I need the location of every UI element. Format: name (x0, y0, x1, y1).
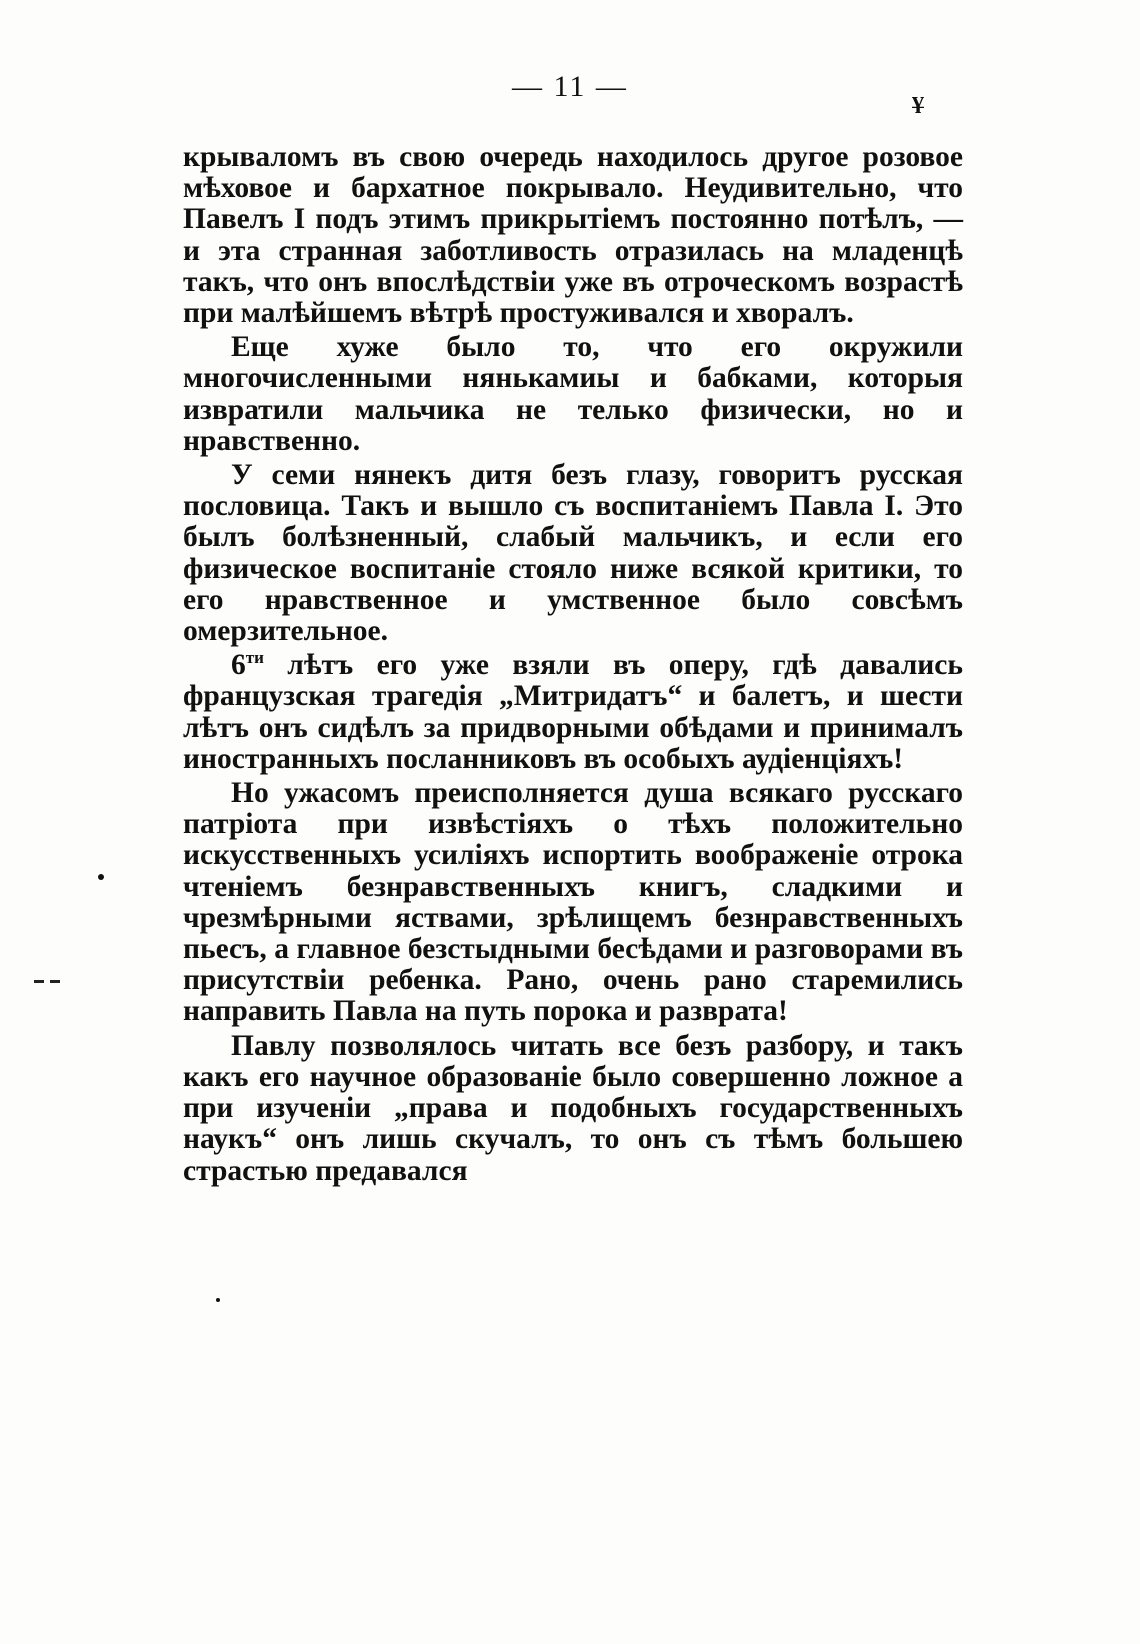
body-text (183, 142, 963, 1190)
paragraph (183, 142, 963, 329)
paragraph (183, 778, 963, 1028)
paragraph-text: У семи нянекъ дитя безъ глазу, говоритъ русская пословица. Такъ и вышло съ воспитаніемъ Павла I. Это былъ болѣзненный, слабый мальчикъ, и если его физическое воспитаніе стояло ниже всякой критики, то его нравственное и умственное было совсѣмъ омерзительное. (183, 459, 963, 648)
paragraph (183, 332, 963, 457)
paragraph-text: Еще хуже было то, что его окружили многочисленными нянькамиы и бабками, которыя извратили мальчика не телько физически, но и нравственно. (183, 331, 963, 457)
paragraph-text: лѣтъ его уже взяли въ оперу, гдѣ давались французская трагедія „Митридатъ“ и балетъ, и шести лѣтъ онъ сидѣлъ за придворными обѣдами и принималъ иностранныхъ посланниковъ въ особыхъ аудіенціяхъ! (183, 649, 963, 775)
paragraph-text: Но ужасомъ преисполняется душа всякаго русскаго патріота при извѣстіяхъ о тѣхъ положительно искусственныхъ усиліяхъ испортить воображеніе отрока чтеніемъ безнравственныхъ книгъ, сладкими и чрезмѣрными яствами, зрѣлищемъ безнравственныхъ пьесъ, а главное безстыдными бесѣдами и разговорами въ присутствіи ребенка. Рано, очень рано старемились направить Павла на путь порока и разврата! (183, 777, 963, 1028)
paragraph (183, 460, 963, 647)
stray-dot-mark (216, 1298, 220, 1302)
page-number: — 11 — (512, 70, 628, 103)
paragraph-lead-number: 6 (231, 649, 246, 682)
paragraph-lead-superscript: ти (245, 648, 264, 668)
paragraph (183, 1031, 963, 1187)
stray-dash-mark (34, 980, 44, 983)
stray-dash-mark (50, 980, 60, 983)
paragraph-text: Павлу позволялось читать все безъ разбору, и такъ какъ его научное образованіе было совершенно ложное а при изученіи „права и подобныхъ государственныхъ наукъ“ онъ лишь скучалъ, то онъ съ тѣмъ большею страстью предавался (183, 1029, 963, 1187)
corner-mark: ұ (912, 88, 924, 114)
paragraph (183, 650, 963, 775)
stray-dot-mark (98, 874, 104, 880)
paragraph-text: крываломъ въ свою очередь находилось другое розовое мѣховое и бархатное покрывало. Неудивительно, что Павелъ I подъ этимъ прикрытіемъ постоянно потѣлъ, — и эта странная заботливость отразилась на младенцѣ такъ, что онъ впослѣдствіи уже въ отроческомъ возрастѣ при малѣйшемъ вѣтрѣ простуживался и хворалъ. (183, 141, 963, 330)
